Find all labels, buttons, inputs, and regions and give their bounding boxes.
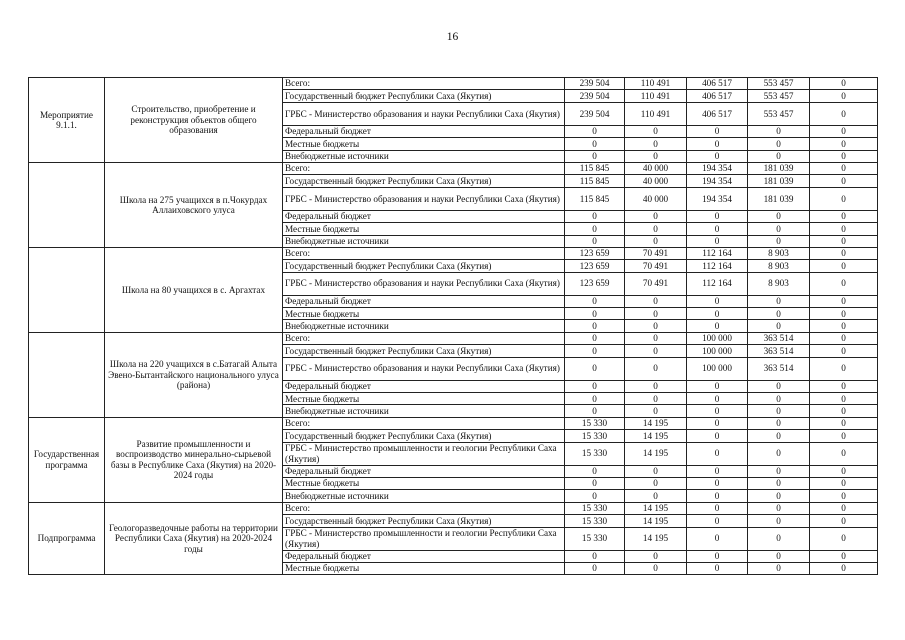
funding-source-label: Внебюджетные источники bbox=[283, 150, 565, 162]
amount-cell: 0 bbox=[625, 345, 687, 357]
program-name-cell: Развитие промышленности и воспроизводство минерально-сырьевой базы в Республике Саха (Якутия) на 2020-2024 годы bbox=[105, 417, 283, 502]
amount-cell: 0 bbox=[810, 345, 878, 357]
amount-cell: 123 659 bbox=[565, 247, 625, 259]
amount-cell: 0 bbox=[748, 308, 810, 320]
amount-cell: 15 330 bbox=[565, 442, 625, 465]
amount-cell: 0 bbox=[565, 562, 625, 574]
amount-cell: 553 457 bbox=[748, 78, 810, 90]
amount-cell: 0 bbox=[810, 162, 878, 174]
amount-cell: 70 491 bbox=[625, 272, 687, 295]
amount-cell: 100 000 bbox=[687, 357, 748, 380]
amount-cell: 0 bbox=[748, 380, 810, 392]
funding-source-label: Всего: bbox=[283, 247, 565, 259]
amount-cell: 0 bbox=[748, 430, 810, 442]
amount-cell: 0 bbox=[810, 90, 878, 102]
amount-cell: 194 354 bbox=[687, 175, 748, 187]
amount-cell: 0 bbox=[625, 550, 687, 562]
amount-cell: 0 bbox=[810, 465, 878, 477]
amount-cell: 0 bbox=[625, 223, 687, 235]
amount-cell: 0 bbox=[625, 125, 687, 137]
amount-cell: 0 bbox=[810, 393, 878, 405]
program-name-cell: Школа на 220 учащихся в с.Батагай Алыта Эвено-Бытантайского национального улуса (района) bbox=[105, 332, 283, 417]
program-level-cell: Государственная программа bbox=[29, 417, 105, 502]
table-row bbox=[29, 78, 878, 90]
funding-source-label: Местные бюджеты bbox=[283, 138, 565, 150]
amount-cell: 8 903 bbox=[748, 260, 810, 272]
amount-cell: 14 195 bbox=[625, 515, 687, 527]
amount-cell: 0 bbox=[565, 125, 625, 137]
amount-cell: 0 bbox=[687, 550, 748, 562]
amount-cell: 0 bbox=[625, 562, 687, 574]
table-row bbox=[29, 417, 878, 429]
page-number: 16 bbox=[446, 31, 459, 43]
amount-cell: 0 bbox=[810, 430, 878, 442]
amount-cell: 8 903 bbox=[748, 272, 810, 295]
amount-cell: 194 354 bbox=[687, 162, 748, 174]
amount-cell: 0 bbox=[748, 210, 810, 222]
amount-cell: 0 bbox=[625, 295, 687, 307]
table-row bbox=[29, 247, 878, 259]
amount-cell: 0 bbox=[810, 78, 878, 90]
amount-cell: 0 bbox=[810, 417, 878, 429]
amount-cell: 0 bbox=[810, 272, 878, 295]
amount-cell: 0 bbox=[565, 138, 625, 150]
amount-cell: 40 000 bbox=[625, 187, 687, 210]
funding-source-label: Федеральный бюджет bbox=[283, 210, 565, 222]
amount-cell: 0 bbox=[625, 357, 687, 380]
amount-cell: 0 bbox=[687, 515, 748, 527]
amount-cell: 0 bbox=[625, 477, 687, 489]
amount-cell: 239 504 bbox=[565, 102, 625, 125]
amount-cell: 112 164 bbox=[687, 272, 748, 295]
amount-cell: 363 514 bbox=[748, 332, 810, 344]
funding-source-label: Федеральный бюджет bbox=[283, 125, 565, 137]
amount-cell: 15 330 bbox=[565, 527, 625, 550]
table-row bbox=[29, 162, 878, 174]
amount-cell: 15 330 bbox=[565, 417, 625, 429]
amount-cell: 0 bbox=[687, 393, 748, 405]
amount-cell: 0 bbox=[748, 320, 810, 332]
amount-cell: 0 bbox=[687, 527, 748, 550]
amount-cell: 0 bbox=[810, 405, 878, 417]
amount-cell: 0 bbox=[565, 393, 625, 405]
amount-cell: 406 517 bbox=[687, 78, 748, 90]
amount-cell: 0 bbox=[810, 527, 878, 550]
amount-cell: 0 bbox=[748, 562, 810, 574]
amount-cell: 110 491 bbox=[625, 90, 687, 102]
amount-cell: 14 195 bbox=[625, 442, 687, 465]
amount-cell: 112 164 bbox=[687, 260, 748, 272]
amount-cell: 0 bbox=[748, 490, 810, 502]
amount-cell: 14 195 bbox=[625, 417, 687, 429]
program-level-cell bbox=[29, 247, 105, 332]
amount-cell: 0 bbox=[565, 150, 625, 162]
amount-cell: 0 bbox=[687, 125, 748, 137]
amount-cell: 553 457 bbox=[748, 102, 810, 125]
amount-cell: 0 bbox=[565, 210, 625, 222]
amount-cell: 0 bbox=[810, 223, 878, 235]
amount-cell: 123 659 bbox=[565, 272, 625, 295]
amount-cell: 70 491 bbox=[625, 247, 687, 259]
funding-source-label: ГРБС - Министерство образования и науки Республики Саха (Якутия) bbox=[283, 187, 565, 210]
amount-cell: 0 bbox=[810, 550, 878, 562]
amount-cell: 112 164 bbox=[687, 247, 748, 259]
amount-cell: 15 330 bbox=[565, 515, 625, 527]
funding-source-label: Местные бюджеты bbox=[283, 308, 565, 320]
amount-cell: 0 bbox=[748, 442, 810, 465]
amount-cell: 0 bbox=[625, 332, 687, 344]
amount-cell: 115 845 bbox=[565, 175, 625, 187]
amount-cell: 100 000 bbox=[687, 332, 748, 344]
amount-cell: 0 bbox=[748, 223, 810, 235]
amount-cell: 363 514 bbox=[748, 345, 810, 357]
amount-cell: 0 bbox=[810, 477, 878, 489]
amount-cell: 0 bbox=[810, 562, 878, 574]
amount-cell: 0 bbox=[625, 405, 687, 417]
funding-source-label: Местные бюджеты bbox=[283, 562, 565, 574]
amount-cell: 0 bbox=[565, 345, 625, 357]
amount-cell: 0 bbox=[625, 210, 687, 222]
amount-cell: 0 bbox=[748, 125, 810, 137]
funding-source-label: Федеральный бюджет bbox=[283, 550, 565, 562]
amount-cell: 0 bbox=[687, 417, 748, 429]
funding-source-label: Федеральный бюджет bbox=[283, 380, 565, 392]
amount-cell: 115 845 bbox=[565, 187, 625, 210]
funding-source-label: Всего: bbox=[283, 162, 565, 174]
amount-cell: 0 bbox=[748, 550, 810, 562]
amount-cell: 0 bbox=[687, 502, 748, 514]
amount-cell: 0 bbox=[810, 502, 878, 514]
amount-cell: 100 000 bbox=[687, 345, 748, 357]
amount-cell: 0 bbox=[625, 465, 687, 477]
amount-cell: 0 bbox=[748, 393, 810, 405]
amount-cell: 8 903 bbox=[748, 247, 810, 259]
amount-cell: 0 bbox=[625, 138, 687, 150]
amount-cell: 15 330 bbox=[565, 430, 625, 442]
amount-cell: 0 bbox=[810, 490, 878, 502]
amount-cell: 181 039 bbox=[748, 175, 810, 187]
amount-cell: 0 bbox=[687, 380, 748, 392]
funding-source-label: Государственный бюджет Республики Саха (Якутия) bbox=[283, 345, 565, 357]
funding-source-label: Всего: bbox=[283, 78, 565, 90]
amount-cell: 115 845 bbox=[565, 162, 625, 174]
funding-source-label: Внебюджетные источники bbox=[283, 235, 565, 247]
program-name-cell: Геологоразведочные работы на территории Республики Саха (Якутия) на 2020-2024 годы bbox=[105, 502, 283, 575]
amount-cell: 181 039 bbox=[748, 162, 810, 174]
amount-cell: 40 000 bbox=[625, 162, 687, 174]
amount-cell: 110 491 bbox=[625, 78, 687, 90]
amount-cell: 0 bbox=[625, 393, 687, 405]
funding-source-label: ГРБС - Министерство образования и науки Республики Саха (Якутия) bbox=[283, 357, 565, 380]
amount-cell: 0 bbox=[748, 295, 810, 307]
program-level-cell bbox=[29, 162, 105, 247]
amount-cell: 239 504 bbox=[565, 78, 625, 90]
amount-cell: 0 bbox=[687, 477, 748, 489]
funding-source-label: Местные бюджеты bbox=[283, 223, 565, 235]
amount-cell: 0 bbox=[748, 405, 810, 417]
amount-cell: 0 bbox=[810, 102, 878, 125]
program-name-cell: Школа на 80 учащихся в с. Аргахтах bbox=[105, 247, 283, 332]
amount-cell: 0 bbox=[810, 138, 878, 150]
amount-cell: 0 bbox=[748, 502, 810, 514]
amount-cell: 0 bbox=[810, 247, 878, 259]
amount-cell: 40 000 bbox=[625, 175, 687, 187]
amount-cell: 0 bbox=[810, 210, 878, 222]
amount-cell: 0 bbox=[810, 357, 878, 380]
amount-cell: 70 491 bbox=[625, 260, 687, 272]
funding-source-label: Внебюджетные источники bbox=[283, 490, 565, 502]
amount-cell: 0 bbox=[625, 150, 687, 162]
table-row bbox=[29, 332, 878, 344]
amount-cell: 0 bbox=[625, 308, 687, 320]
amount-cell: 0 bbox=[565, 550, 625, 562]
funding-source-label: Государственный бюджет Республики Саха (Якутия) bbox=[283, 90, 565, 102]
amount-cell: 0 bbox=[565, 223, 625, 235]
amount-cell: 0 bbox=[687, 308, 748, 320]
amount-cell: 0 bbox=[687, 442, 748, 465]
amount-cell: 110 491 bbox=[625, 102, 687, 125]
amount-cell: 0 bbox=[810, 515, 878, 527]
amount-cell: 0 bbox=[565, 295, 625, 307]
amount-cell: 0 bbox=[748, 515, 810, 527]
amount-cell: 0 bbox=[687, 210, 748, 222]
funding-source-label: Государственный бюджет Республики Саха (Якутия) bbox=[283, 515, 565, 527]
amount-cell: 406 517 bbox=[687, 102, 748, 125]
amount-cell: 0 bbox=[810, 235, 878, 247]
funding-source-label: Внебюджетные источники bbox=[283, 320, 565, 332]
amount-cell: 363 514 bbox=[748, 357, 810, 380]
funding-source-label: ГРБС - Министерство промышленности и геологии Республики Саха (Якутия) bbox=[283, 442, 565, 465]
program-level-cell: Мероприятие 9.1.1. bbox=[29, 78, 105, 163]
budget-table-body bbox=[29, 78, 878, 575]
program-level-cell bbox=[29, 332, 105, 417]
amount-cell: 0 bbox=[748, 417, 810, 429]
funding-source-label: Государственный бюджет Республики Саха (Якутия) bbox=[283, 260, 565, 272]
amount-cell: 0 bbox=[810, 125, 878, 137]
amount-cell: 0 bbox=[687, 138, 748, 150]
amount-cell: 0 bbox=[748, 138, 810, 150]
amount-cell: 0 bbox=[565, 235, 625, 247]
table-row bbox=[29, 502, 878, 514]
amount-cell: 0 bbox=[565, 380, 625, 392]
amount-cell: 15 330 bbox=[565, 502, 625, 514]
amount-cell: 14 195 bbox=[625, 527, 687, 550]
funding-source-label: Всего: bbox=[283, 502, 565, 514]
funding-source-label: Государственный бюджет Республики Саха (Якутия) bbox=[283, 175, 565, 187]
amount-cell: 0 bbox=[748, 150, 810, 162]
amount-cell: 0 bbox=[565, 332, 625, 344]
funding-source-label: Местные бюджеты bbox=[283, 393, 565, 405]
amount-cell: 0 bbox=[810, 380, 878, 392]
funding-source-label: ГРБС - Министерство промышленности и геологии Республики Саха (Якутия) bbox=[283, 527, 565, 550]
amount-cell: 0 bbox=[810, 150, 878, 162]
budget-table bbox=[28, 77, 878, 575]
amount-cell: 0 bbox=[565, 320, 625, 332]
amount-cell: 0 bbox=[565, 357, 625, 380]
amount-cell: 0 bbox=[687, 295, 748, 307]
amount-cell: 553 457 bbox=[748, 90, 810, 102]
amount-cell: 123 659 bbox=[565, 260, 625, 272]
amount-cell: 0 bbox=[625, 490, 687, 502]
amount-cell: 0 bbox=[748, 235, 810, 247]
funding-source-label: Федеральный бюджет bbox=[283, 295, 565, 307]
amount-cell: 0 bbox=[687, 320, 748, 332]
amount-cell: 0 bbox=[625, 320, 687, 332]
funding-source-label: Внебюджетные источники bbox=[283, 405, 565, 417]
program-name-cell: Строительство, приобретение и реконструкция объектов общего образования bbox=[105, 78, 283, 163]
funding-source-label: Всего: bbox=[283, 332, 565, 344]
amount-cell: 239 504 bbox=[565, 90, 625, 102]
amount-cell: 14 195 bbox=[625, 430, 687, 442]
amount-cell: 0 bbox=[687, 235, 748, 247]
funding-source-label: Местные бюджеты bbox=[283, 477, 565, 489]
amount-cell: 194 354 bbox=[687, 187, 748, 210]
amount-cell: 0 bbox=[565, 405, 625, 417]
amount-cell: 0 bbox=[565, 465, 625, 477]
amount-cell: 0 bbox=[810, 320, 878, 332]
amount-cell: 0 bbox=[687, 150, 748, 162]
amount-cell: 0 bbox=[687, 490, 748, 502]
amount-cell: 0 bbox=[687, 430, 748, 442]
amount-cell: 0 bbox=[810, 442, 878, 465]
amount-cell: 0 bbox=[625, 235, 687, 247]
amount-cell: 0 bbox=[810, 175, 878, 187]
amount-cell: 0 bbox=[625, 380, 687, 392]
amount-cell: 0 bbox=[687, 465, 748, 477]
amount-cell: 181 039 bbox=[748, 187, 810, 210]
funding-source-label: Государственный бюджет Республики Саха (Якутия) bbox=[283, 430, 565, 442]
amount-cell: 14 195 bbox=[625, 502, 687, 514]
funding-source-label: ГРБС - Министерство образования и науки Республики Саха (Якутия) bbox=[283, 272, 565, 295]
amount-cell: 0 bbox=[748, 477, 810, 489]
amount-cell: 0 bbox=[565, 308, 625, 320]
amount-cell: 0 bbox=[810, 260, 878, 272]
amount-cell: 406 517 bbox=[687, 90, 748, 102]
amount-cell: 0 bbox=[748, 465, 810, 477]
program-name-cell: Школа на 275 учащихся в п.Чокурдах Аллаиховского улуса bbox=[105, 162, 283, 247]
amount-cell: 0 bbox=[687, 223, 748, 235]
amount-cell: 0 bbox=[565, 477, 625, 489]
program-level-cell: Подпрограмма bbox=[29, 502, 105, 575]
funding-source-label: ГРБС - Министерство образования и науки Республики Саха (Якутия) bbox=[283, 102, 565, 125]
amount-cell: 0 bbox=[565, 490, 625, 502]
amount-cell: 0 bbox=[687, 562, 748, 574]
funding-source-label: Федеральный бюджет bbox=[283, 465, 565, 477]
amount-cell: 0 bbox=[748, 527, 810, 550]
amount-cell: 0 bbox=[810, 295, 878, 307]
amount-cell: 0 bbox=[810, 332, 878, 344]
amount-cell: 0 bbox=[687, 405, 748, 417]
amount-cell: 0 bbox=[810, 187, 878, 210]
amount-cell: 0 bbox=[810, 308, 878, 320]
funding-source-label: Всего: bbox=[283, 417, 565, 429]
